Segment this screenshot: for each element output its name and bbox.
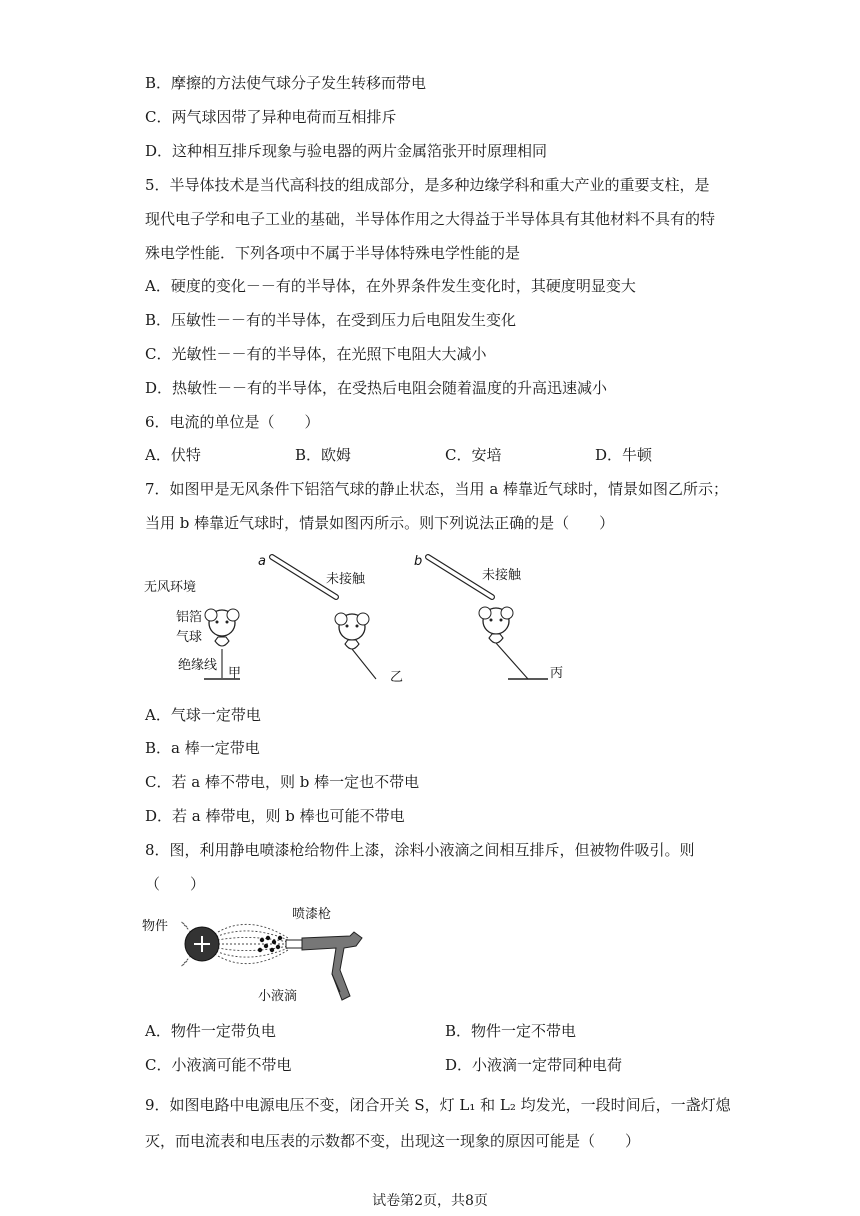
rod-b-label: b — [414, 554, 423, 569]
fig-label-insulated-wire: 绝缘线 — [178, 658, 218, 673]
fig-label-no-wind: 无风环境 — [144, 580, 197, 595]
q9-stem-line-2: 灭，而电流表和电压表的示数都不变，出现这一现象的原因可能是（ ） — [145, 1132, 641, 1150]
q4-option-b: B．摩擦的方法使气球分子发生转移而带电 — [145, 74, 427, 92]
fig-label-spray-gun: 喷漆枪 — [292, 907, 332, 922]
q8-option-c: C．小液滴可能不带电 — [145, 1056, 292, 1074]
rod-a-label: a — [258, 554, 266, 569]
q5-stem-line-2: 现代电子学和电子工业的基础，半导体作用之大得益于半导体具有其他材料不具有的特 — [145, 210, 716, 228]
q5-option-c: C．光敏性－－有的半导体，在光照下电阻大大减小 — [145, 345, 487, 363]
q4-option-c: C．两气球因带了异种电荷而互相排斥 — [145, 108, 397, 126]
q6-option-a: A．伏特 — [145, 446, 201, 464]
q8-stem-line-2: （ ） — [145, 875, 206, 893]
balloon-icon — [335, 613, 369, 649]
q6-option-c: C．安培 — [445, 446, 502, 464]
q8-option-a: A．物件一定带负电 — [145, 1022, 276, 1040]
page-footer: 试卷第2页，共8页 — [372, 1193, 488, 1209]
q7-figure — [140, 545, 580, 695]
q5-stem-line-3: 殊电学性能．下列各项中不属于半导体特殊电学性能的是 — [145, 244, 521, 262]
q9-stem-line-1: 9．如图电路中电源电压不变，闭合开关 S，灯 L₁ 和 L₂ 均发光，一段时间后，一盏灯熄 — [145, 1096, 731, 1114]
fig-label-no-contact-2: 未接触 — [482, 568, 522, 583]
fig-label-droplets: 小液滴 — [258, 989, 298, 1004]
fig-label-foil: 铝箔 — [176, 610, 203, 625]
q7-stem-line-1: 7．如图甲是无风条件下铝箔气球的静止状态，当用 a 棒靠近气球时，情景如图乙所示； — [145, 480, 729, 498]
q6-option-d: D．牛顿 — [595, 446, 653, 464]
fig-label-yi: 乙 — [390, 670, 404, 685]
q5-option-a: A．硬度的变化－－有的半导体，在外界条件发生变化时，其硬度明显变大 — [145, 277, 636, 295]
q7-option-d: D．若 a 棒带电，则 b 棒也可能不带电 — [145, 807, 405, 825]
q5-stem-line-1: 5．半导体技术是当代高科技的组成部分，是多种边缘学科和重大产业的重要支柱，是 — [145, 176, 710, 194]
fig-label-jia: 甲 — [228, 666, 242, 681]
q4-option-d: D．这种相互排斥现象与验电器的两片金属箔张开时原理相同 — [145, 142, 548, 160]
q5-option-b: B．压敏性－－有的半导体，在受到压力后电阻发生变化 — [145, 311, 517, 329]
q6-option-b: B．欧姆 — [295, 446, 352, 464]
q7-option-c: C．若 a 棒不带电，则 b 棒一定也不带电 — [145, 773, 420, 791]
fig-label-object: 物件 — [142, 919, 169, 934]
q7-option-a: A．气球一定带电 — [145, 706, 261, 724]
q8-option-b: B．物件一定不带电 — [445, 1022, 577, 1040]
spray-gun-icon — [286, 932, 362, 1000]
object-sphere — [185, 927, 219, 961]
q5-option-d: D．热敏性－－有的半导体，在受热后电阻会随着温度的升高迅速减小 — [145, 379, 608, 397]
q7-option-b: B．a 棒一定带电 — [145, 739, 260, 757]
q8-figure — [140, 900, 390, 1010]
fig-label-no-contact-1: 未接触 — [326, 572, 366, 587]
fig-label-bing: 丙 — [550, 666, 564, 681]
q8-stem-line-1: 8．图，利用静电喷漆枪给物件上漆，涂料小液滴之间相互排斥，但被物件吸引。则 — [145, 841, 695, 859]
fig-label-balloon: 气球 — [176, 630, 203, 645]
balloon-icon — [479, 607, 513, 643]
balloon-icon — [205, 609, 239, 646]
q6-stem: 6．电流的单位是（ ） — [145, 413, 320, 431]
q8-option-d: D．小液滴一定带同种电荷 — [445, 1056, 623, 1074]
q7-stem-line-2: 当用 b 棒靠近气球时，情景如图丙所示。则下列说法正确的是（ ） — [145, 514, 615, 532]
